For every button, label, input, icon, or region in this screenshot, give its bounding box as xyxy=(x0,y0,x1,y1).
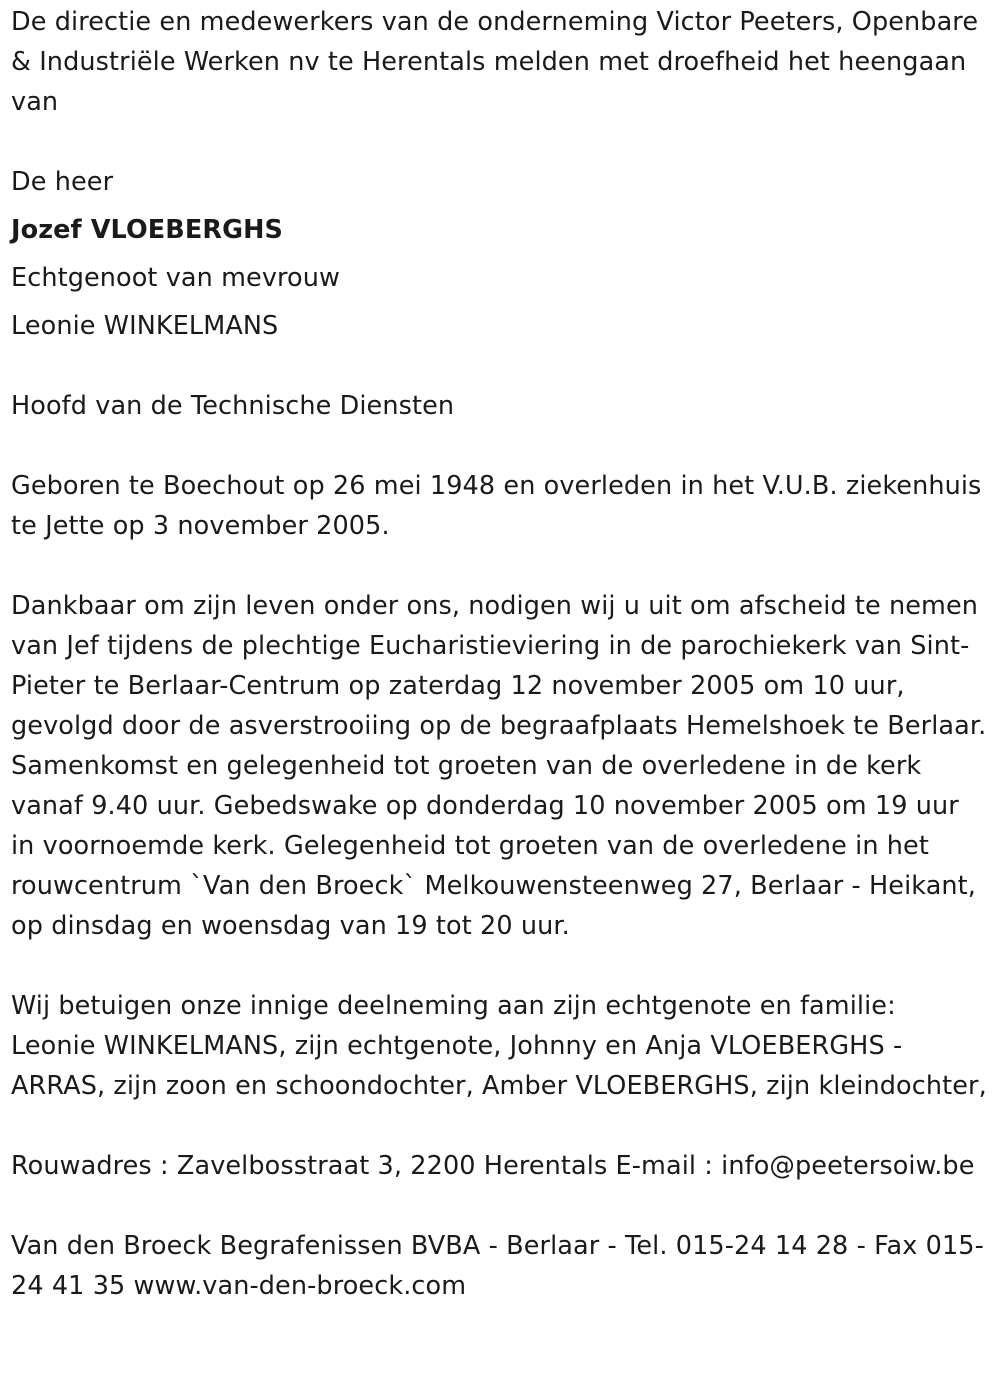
deceased-block xyxy=(11,158,988,350)
salutation: De heer xyxy=(11,167,114,197)
birth-death-paragraph: Geboren te Boechout op 26 mei 1948 en overleden in het V.U.B. ziekenhuis te Jette op 3 november 2005. xyxy=(11,471,982,541)
ceremony-paragraph: Dankbaar om zijn leven onder ons, nodigen wij u uit om afscheid te nemen van Jef tijdens de plechtige Eucharistieviering in de parochiekerk van Sint-Pieter te Berlaar-Centrum op zaterdag 12 november 2005 om 10 uur, gevolgd door de asverstrooiing op de begraafplaats Hemelshoek te Berlaar. Samenkomst en gelegenheid tot groeten van de overledene in de kerk vanaf 9.40 uur. Gebedswake op donderdag 10 november 2005 om 19 uur in voornoemde kerk. Gelegenheid tot groeten van de overledene in het rouwcentrum `Van den Broeck` Melkouwensteenweg 27, Berlaar - Heikant, op dinsdag en woensdag van 19 tot 20 uur. xyxy=(11,591,987,941)
deceased-name: Jozef VLOEBERGHS xyxy=(11,215,284,245)
intro-paragraph: De directie en medewerkers van de onderneming Victor Peeters, Openbare & Industriële Werken nv te Herentals melden met droefheid het heengaan van xyxy=(11,7,979,117)
function-line: Hoofd van de Technische Diensten xyxy=(11,391,455,421)
condolence-paragraph: Wij betuigen onze innige deelneming aan zijn echtgenote en familie: Leonie WINKELMANS, zijn echtgenote, Johnny en Anja VLOEBERGHS - ARRAS, zijn zoon en schoondochter, Amber VLOEBERGHS, zijn kleindochter, xyxy=(11,991,987,1101)
spouse-line: Echtgenoot van mevrouw xyxy=(11,263,340,293)
funeral-home-paragraph: Van den Broeck Begrafenissen BVBA - Berlaar - Tel. 015-24 14 28 - Fax 015-24 41 35 www.van-den-broeck.com xyxy=(11,1231,984,1301)
spouse-name: Leonie WINKELMANS xyxy=(11,311,279,341)
address-paragraph: Rouwadres : Zavelbosstraat 3, 2200 Herentals E-mail : info@peetersoiw.be xyxy=(11,1151,975,1181)
